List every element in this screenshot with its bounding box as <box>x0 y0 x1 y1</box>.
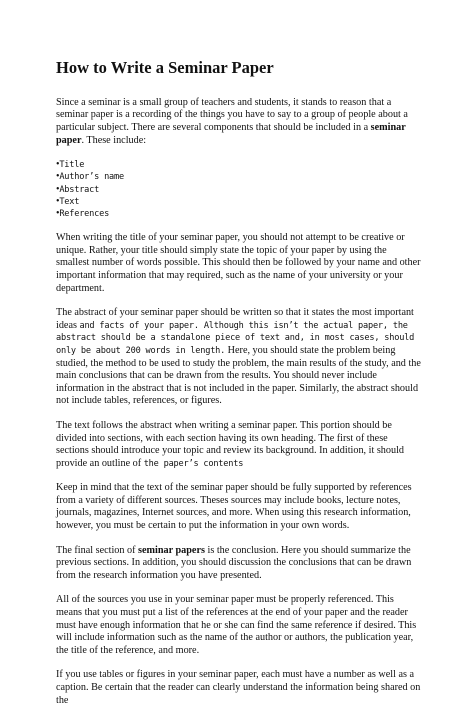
conclusion-paragraph <box>56 545 422 583</box>
abstract-paragraph <box>56 307 422 408</box>
list-item: • Author’s name <box>56 171 422 183</box>
list-item: • Title <box>56 159 422 171</box>
referencing-paragraph: All of the sources you use in your seminar paper must be properly referenced. This means that you must put a list of the references at the end of your paper and the reader must have enough information that he or she can find the same reference if desired. This will include information such as the name of the author or authors, the publication year, the title of the reference, and more. <box>56 594 417 656</box>
conclusion-bold-term: seminar papers <box>138 544 205 556</box>
intro-paragraph <box>56 97 422 147</box>
title-paragraph: When writing the title of your seminar paper, you should not attempt to be creative or unique. Rather, your title should simply state the topic of your paper by using the smallest number of words possible. This should then be followed by your name and other important information that may required, such as the name of your university or your department. <box>56 232 421 294</box>
text-section-alt-font: the paper’s contents <box>143 458 244 469</box>
abstract-text: The abstract of your seminar paper should be written so that it states the most important ideas <box>56 307 414 331</box>
references-support-paragraph: Keep in mind that the text of the seminar paper should be fully supported by references from a variety of different sources. Theses sources may include books, lecture notes, journals, magazines, Internet sources, and more. When using this research information, however, you must be certain to put the information in your own words. <box>56 482 412 532</box>
intro-bold-term: seminar paper <box>56 121 406 146</box>
intro-text: Since a seminar is a small group of teachers and students, it stands to reason that a seminar paper is a recording of the things you have to say to a group of people about a particular subject. There are several components that should be included in a <box>56 96 408 133</box>
list-item: • Text <box>56 196 422 208</box>
text-paragraph <box>56 420 422 470</box>
text-section-text: The text follows the abstract when writing a seminar paper. This portion should be divided into sections, with each section having its own heading. The first of these sections should introduce your topic and review its background. In addition, it should provide an outline of <box>56 419 405 469</box>
document-title: How to Write a Seminar Paper <box>56 58 274 77</box>
abstract-text-alt-font: and facts of your paper. Although this isn’t the actual paper, the abstract should be a standalone piece of text and, in most cases, should only be about 200 words in length. <box>56 320 415 356</box>
intro-text-end: . These include: <box>81 134 147 146</box>
tables-figures-paragraph: If you use tables or figures in your seminar paper, each must have a number as well as a caption. Be certain that the reader can clearly understand the information being shared on the <box>56 669 421 706</box>
abstract-text-end: Here, you should state the problem being studied, the method to be used to study the problem, the main results of the study, and the main conclusions that can be drawn from the results. You should never include information in the abstract that is not included in the paper. Similarly, the abstract should not include tables, references, or figures. <box>56 344 421 407</box>
list-item: • Abstract <box>56 184 422 196</box>
conclusion-text: The final section of <box>56 544 139 556</box>
components-list <box>56 159 422 220</box>
conclusion-text-end: is the conclusion. Here you should summarize the previous sections. In addition, you should discussion the conclusions that can be drawn from the research information you have presented. <box>56 544 412 581</box>
list-item: • References <box>56 208 422 220</box>
